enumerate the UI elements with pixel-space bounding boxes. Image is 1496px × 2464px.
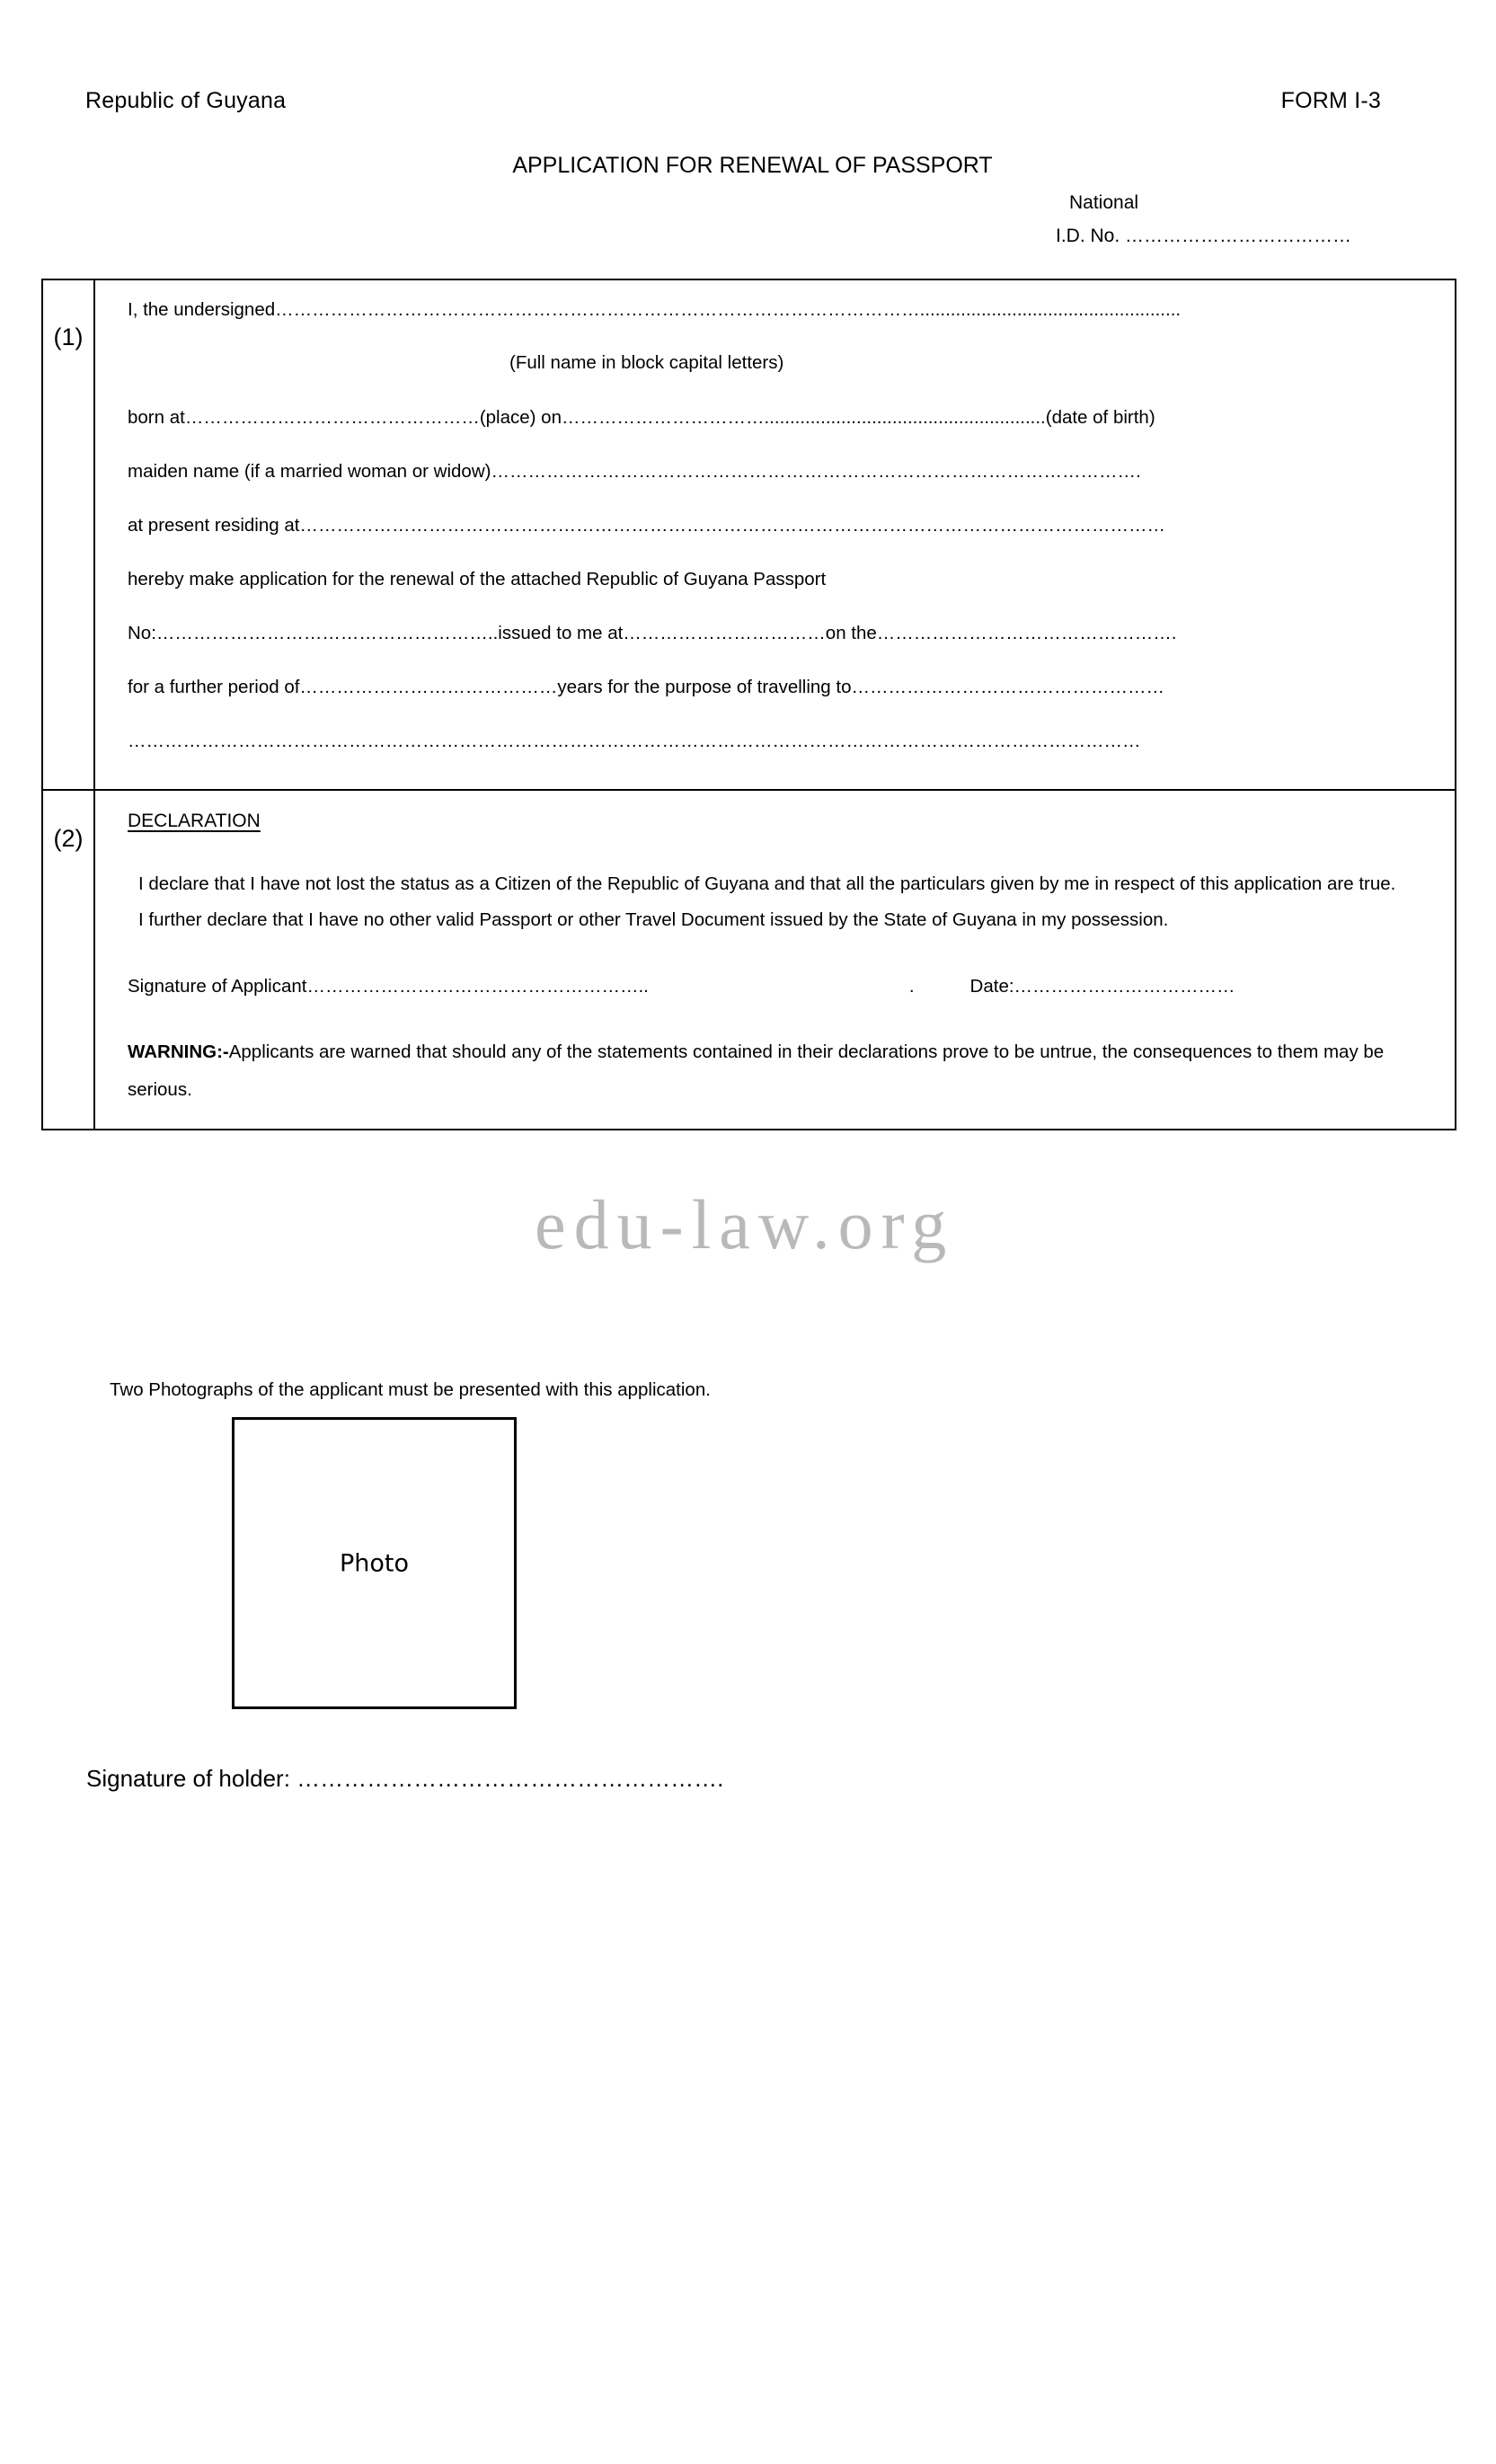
- field-passport-no[interactable]: No:………………………………………………..issued to me at……………………………on the………………………………………….: [128, 623, 1177, 643]
- note-full-name: (Full name in block capital letters): [509, 352, 784, 373]
- national-id-field[interactable]: I.D. No. ………………………………: [1056, 226, 1352, 246]
- text-hereby-apply: hereby make application for the renewal of the attached Republic of Guyana Passport: [128, 569, 827, 589]
- field-born-at[interactable]: born at…………………………………………(place) on…………………………….......................................................(date of birth): [128, 407, 1155, 428]
- declaration-paragraph-2: I further declare that I have no other valid Passport or other Travel Document issued by the State of Guyana in my possession.: [138, 909, 1169, 930]
- country-name: Republic of Guyana: [85, 88, 287, 113]
- declaration-paragraph-1: I declare that I have not lost the status as a Citizen of the Republic of Guyana and that all the particulars given by me in respect of this application are true.: [138, 873, 1396, 894]
- section-2-number: [43, 791, 95, 1129]
- section-1-number: [43, 280, 95, 789]
- field-signature-applicant[interactable]: Signature of Applicant………………………………………………..: [128, 976, 649, 997]
- field-date[interactable]: Date:………………………………: [969, 976, 1235, 997]
- photo-placeholder-box[interactable]: [232, 1417, 517, 1709]
- form-table: [41, 279, 1456, 1130]
- section-2-number-label: (2): [53, 825, 84, 852]
- field-residing-at[interactable]: at present residing at……………………………………………………………………………………………………………………………: [128, 515, 1165, 536]
- warning-paragraph: [128, 1033, 1442, 1109]
- header: [85, 88, 1381, 114]
- field-signature-holder[interactable]: Signature of holder: ……………………………………………….: [86, 1765, 724, 1792]
- signature-date-row: [128, 976, 1442, 997]
- spacer-2: [915, 976, 970, 997]
- national-id-block: [1056, 186, 1351, 253]
- photo-requirement-note: Two Photographs of the applicant must be presented with this application.: [110, 1379, 711, 1400]
- field-maiden-name[interactable]: maiden name (if a married woman or widow)…………………………………………………………………………………………….: [128, 461, 1141, 482]
- warning-text: Applicants are warned that should any of the statements contained in their declarations prove to be untrue, the consequences to them may be serious.: [128, 1041, 1385, 1100]
- form-section-1: [43, 280, 1455, 789]
- watermark: edu-law.org: [535, 1185, 955, 1263]
- middle-dot: .: [908, 976, 915, 997]
- photo-placeholder-label: Photo: [339, 1549, 410, 1577]
- spacer-1: [649, 976, 909, 997]
- page-title: APPLICATION FOR RENEWAL OF PASSPORT: [512, 153, 993, 178]
- form-code: FORM I-3: [1280, 88, 1381, 113]
- declaration-heading: DECLARATION: [128, 811, 261, 831]
- field-continuation-line[interactable]: …………………………………………………………………………………………………………………………………………………: [128, 731, 1141, 751]
- field-period-travel[interactable]: for a further period of……………………………………years for the purpose of travelling to……………………………………………: [128, 677, 1164, 697]
- national-label: National: [1069, 192, 1139, 213]
- warning-prefix: WARNING:-: [128, 1041, 229, 1062]
- section-1-body: [95, 280, 1455, 789]
- section-2-body: [95, 791, 1455, 1129]
- field-undersigned[interactable]: I, the undersigned……………………………………………………………………………………………...................................................: [128, 299, 1182, 320]
- section-1-number-label: (1): [53, 324, 84, 350]
- form-section-2: [43, 789, 1455, 1129]
